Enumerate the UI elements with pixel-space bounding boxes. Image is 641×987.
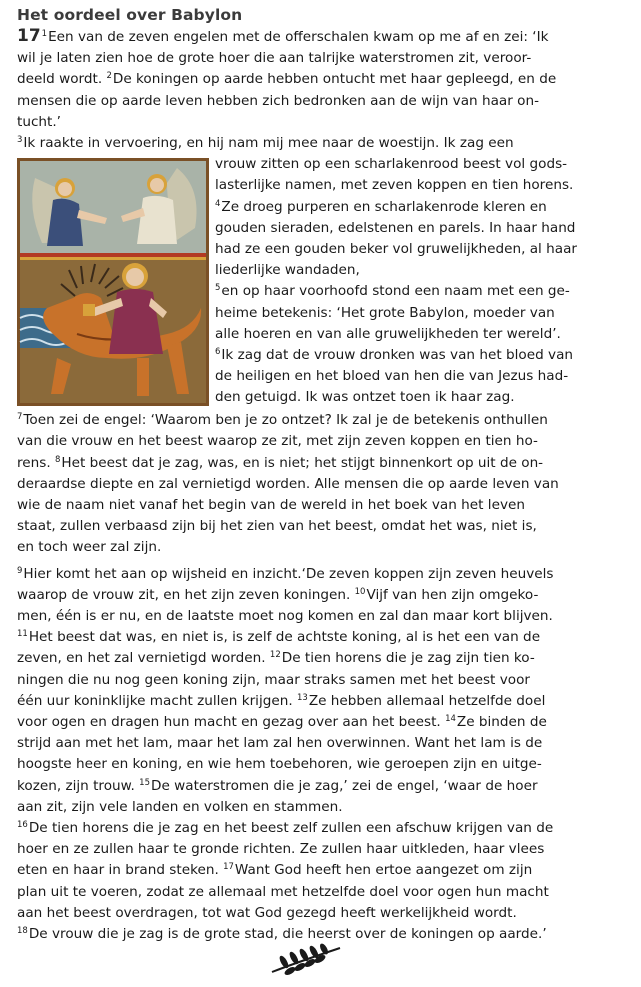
verse-number: 10 [354, 586, 366, 597]
verse-number: 4 [215, 198, 221, 209]
text-line: $^4$Ze droeg purperen en scharlakenrode kleren en [215, 198, 547, 215]
paragraph-1 [17, 26, 629, 133]
text-line: één uur koninklijke macht zullen krijgen. $^{13}$Ze hebben allemaal hetzelfde doel [17, 692, 546, 709]
text-line: aan zit, zijn vele landen en volken en stammen. [17, 798, 343, 815]
text-line: $^9$Hier komt het aan op wijsheid en inzicht.‘De zeven koppen zijn zeven heuvels [17, 565, 554, 582]
manuscript-illustration [17, 158, 209, 406]
text-line: $17^1Een$ van de zeven engelen met de offerschalen kwam op me af en zei: ‘Ik [17, 26, 549, 46]
verse-number: 13 [296, 692, 308, 703]
text-line: vrouw zitten op een scharlakenrood beest vol gods- [215, 156, 568, 173]
text-line: tucht.’ [17, 113, 62, 130]
paragraph-4 [17, 564, 629, 818]
gold-cup [83, 304, 95, 316]
text-line: rens. $^8$Het beest dat je zag, was, en is niet; het stijgt binnenkort op uit de on- [17, 454, 544, 471]
verse-number: 9 [17, 565, 23, 576]
verse-number: 17 [223, 862, 234, 873]
text-line: men, één is er nu, en de laatste moet nog komen en zal dan maar kort blijven. [17, 608, 553, 625]
verse-number: 12 [269, 650, 281, 661]
text-line: plan uit te voeren, zodat ze allemaal met hetzelfde doel voor ogen hun macht [17, 883, 549, 900]
text-line: $^{18}$De vrouw die je zag is de grote stad, die heerst over de koningen op aarde.’ [17, 926, 547, 943]
text-line: $^6$Ik zag dat de vrouw dronken was van het bloed van [215, 347, 574, 364]
text-line: en toch weer zal zijn. [17, 539, 162, 556]
text-line: staat, zullen verbaasd zijn bij het zien van het beest, omdat het was, niet is, [17, 518, 537, 535]
text-line: den getuigd. Ik was ontzet toen ik haar zag. [215, 389, 515, 406]
text-line: zeven, en het zal vernietigd worden. $^{12}$De tien horens die je zag zijn tien ko- [17, 650, 535, 667]
verse-number: 2 [106, 71, 112, 82]
laurel-branch-ornament-icon [268, 942, 344, 976]
text-line: $^7$Toen zei de engel: ‘Waarom ben je zo ontzet? Ik zal je de betekenis onthullen [17, 412, 548, 429]
text-line: deeld wordt. $^2$De koningen op aarde hebben ontucht met haar gepleegd, en de [17, 71, 557, 88]
text-line: ningen die nu nog geen koning zijn, maar straks samen met het beest voor [17, 671, 530, 688]
verse-number: 16 [17, 820, 28, 831]
text-line: hoer en ze zullen haar te gronde richten. Ze zullen haar uitkleden, haar vlees [17, 841, 545, 858]
chapter-number: 17 [17, 26, 41, 46]
verse-number: 7 [17, 412, 23, 423]
verse-number: 1 [41, 29, 48, 39]
verse-number: 15 [139, 777, 150, 788]
text-line: waarop de vrouw zit, en het zijn zeven koningen. $^{10}$Vijf van hen zijn omgeko- [17, 586, 539, 603]
text-line: $^{16}$De tien horens die je zag en het beest zelf zullen een afschuw krijgen van de [17, 820, 554, 837]
verse-number: 8 [55, 454, 61, 465]
text-line: gouden sieraden, edelstenen en parels. In haar hand [215, 219, 576, 236]
verse-number: 14 [445, 714, 456, 725]
text-line: had ze een gouden beker vol gruwelijkheden, al haar [215, 241, 578, 258]
text-line: strijd aan met het lam, maar het lam zal hen overwinnen. Want het lam is de [17, 735, 543, 752]
text-line: de heiligen en het bloed van hen die van Jezus had- [215, 368, 569, 385]
text-line: voor ogen en dragen hun macht en gezag over aan het beest. $^{14}$Ze binden de [17, 714, 547, 731]
text-line: $^3$Ik raakte in vervoering, en hij nam mij mee naar de woestijn. Ik zag een [17, 135, 514, 152]
verse-number: 11 [17, 629, 28, 640]
text-line: aan het beest overdragen, tot wat God gezegd heeft werkelijkheid wordt. [17, 904, 517, 921]
paragraph-2 [17, 133, 629, 410]
text-line: wil je laten zien hoe de grote hoer die aan talrijke waterstromen zit, veroor- [17, 50, 532, 67]
text-line: van die vrouw en het beest waarop ze zit, met zijn zeven koppen en tien ho- [17, 433, 538, 450]
text-line: lasterlijke namen, met zeven koppen en tien horens. [215, 177, 574, 194]
text-line: liederlijke wandaden, [215, 262, 360, 279]
text-line: $^5$en op haar voorhoofd stond een naam met een ge- [215, 283, 570, 300]
text-line: kozen, zijn trouw. $^{15}$De waterstromen die je zag,’ zei de engel, ‘waar de hoer [17, 777, 538, 794]
paragraph-3 [17, 410, 629, 558]
text-line: hoogste heer en koning, en wie hem toebehoren, wie geroepen zijn en uitge- [17, 756, 542, 773]
verse-number: 3 [17, 135, 23, 146]
text-line: eten en haar in brand steken. $^{17}$Want God heeft hen ertoe aangezet om zijn [17, 862, 533, 879]
text-line: $^{11}$Het beest dat was, en niet is, is zelf de achtste koning, al is het een van de [17, 629, 541, 646]
verse-number: 5 [215, 283, 221, 294]
verse-number: 6 [215, 347, 221, 358]
text-line: mensen die op aarde leven hebben zich bedronken aan de wijn van haar on- [17, 92, 540, 109]
section-heading: Het oordeel over Babylon [17, 6, 243, 24]
verse-number: 18 [17, 926, 28, 937]
text-line: heime betekenis: ‘Het grote Babylon, moeder van [215, 304, 555, 321]
paragraph-5 [17, 818, 629, 945]
text-line: deraardse diepte en zal vernietigd worden. Alle mensen die op aarde leven van [17, 475, 559, 492]
text-line: wie de naam niet vanaf het begin van de wereld in het boek van het leven [17, 497, 525, 514]
text-line: alle hoeren en van alle gruwelijkheden ter wereld’. [215, 325, 561, 342]
